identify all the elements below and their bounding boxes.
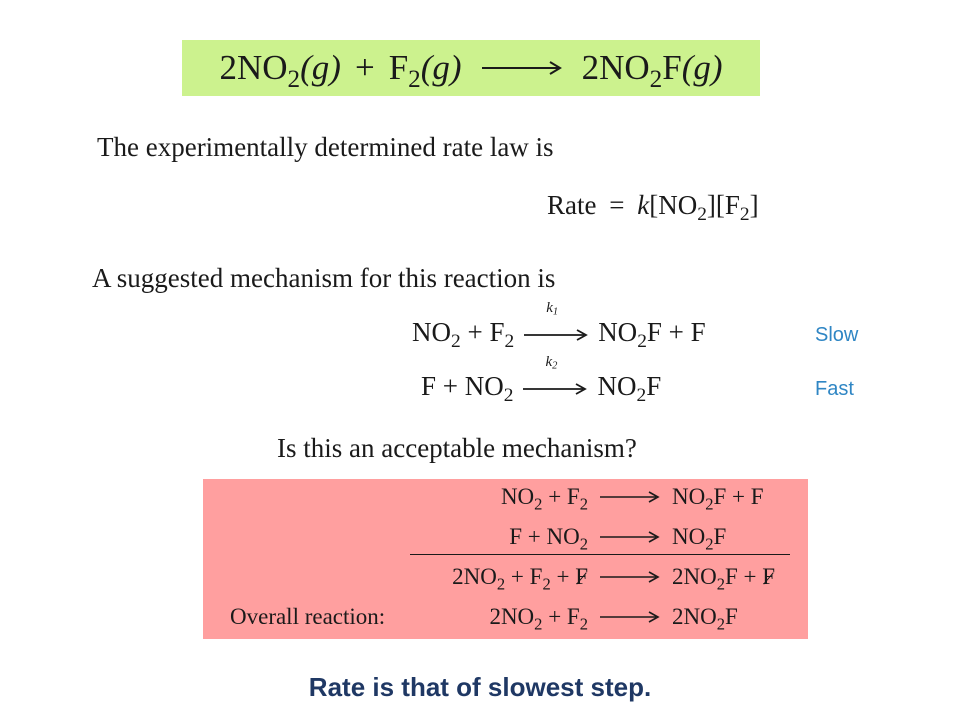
step1-products: $NO_2F + F$: [598, 317, 706, 353]
step2-arrow: [523, 353, 587, 398]
summation-divider: [410, 554, 790, 555]
rate-law-intro: The experimentally determined rate law is: [97, 132, 554, 162]
eq-term-2: $F_2(g)$: [388, 48, 462, 94]
reaction-arrow-icon: [524, 324, 588, 346]
step1-reactants: $NO_2 + F_2$: [412, 317, 515, 353]
rate-law-expression: Rate = $k[NO_2][F_2]$: [547, 190, 759, 226]
step1-arrow: [524, 299, 588, 344]
reaction-arrow-icon: [600, 529, 660, 545]
eq-plus: +: [354, 48, 375, 87]
step1-speed-label: Slow: [815, 324, 859, 346]
step1-rate-constant: $k_1$: [546, 299, 559, 318]
reaction-arrow-icon: [480, 59, 564, 77]
mechanism-step-2: [421, 353, 662, 407]
step2-reactants: $F + NO_2$: [421, 371, 514, 407]
overall-reaction-label: Overall reaction:: [230, 604, 386, 629]
summation-row-3: $2NO_2 + F_2 + F$ $2NO_2F + F$: [452, 564, 776, 594]
mechanism-intro: A suggested mechanism for this reaction is: [92, 263, 556, 293]
summation-row-2: $F + NO_2$ $NO_2F$: [509, 524, 727, 554]
step2-rate-constant: $k_2$: [545, 353, 558, 372]
eq-product: $2NO_2F(g)$: [581, 48, 723, 94]
summation-row-1: $NO_2 + F_2$ $NO_2F + F$: [500, 484, 764, 514]
eq-term-1: $2NO_2(g)$: [219, 48, 341, 94]
cancelled-intermediate: F: [762, 564, 776, 589]
reaction-arrow-icon: [523, 378, 587, 400]
step2-speed-label: Fast: [815, 378, 854, 400]
reaction-arrow-icon: [600, 569, 660, 585]
overall-reaction-row: $2NO_2 + F_2$ $2NO_2F$: [489, 604, 738, 634]
cancelled-intermediate: F: [575, 564, 588, 589]
mechanism-step-1: [412, 299, 706, 353]
footer-note: Rate is that of slowest step.: [308, 672, 652, 702]
reaction-arrow-icon: [600, 489, 660, 505]
mechanism-question: Is this an acceptable mechanism?: [277, 433, 637, 463]
overall-equation: [182, 40, 760, 96]
reaction-arrow-icon: [600, 609, 660, 625]
step2-products: $NO_2F$: [597, 371, 662, 407]
